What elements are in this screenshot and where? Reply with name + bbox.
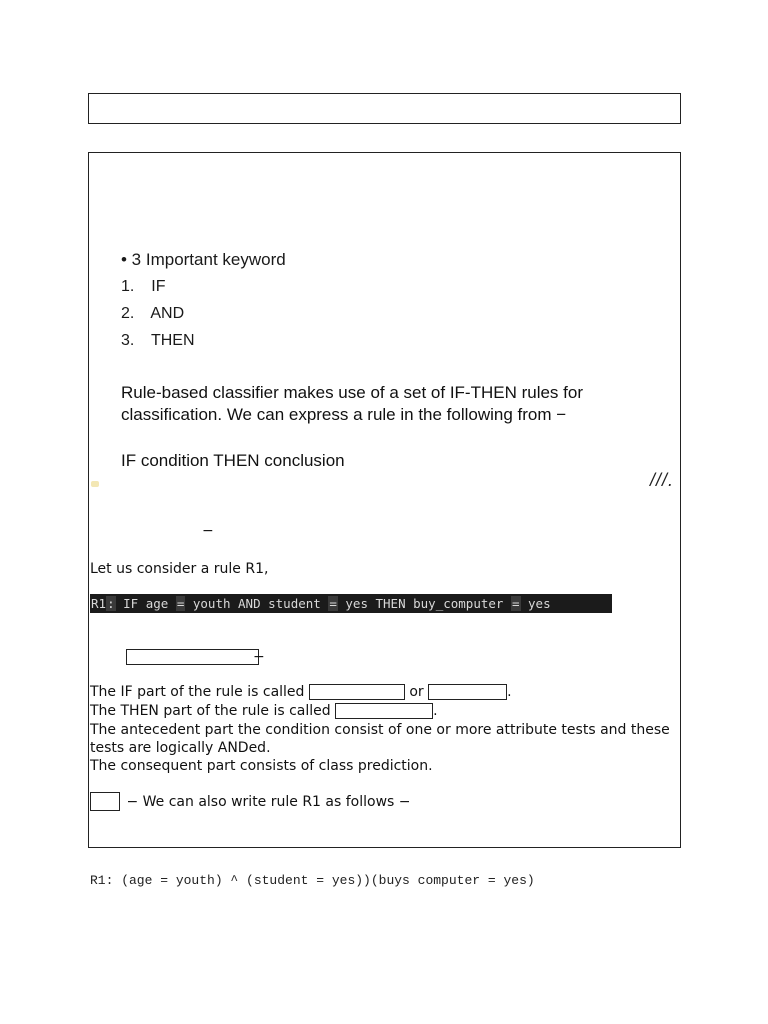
then-part-text: The THEN part of the rule is called: [90, 703, 331, 719]
highlight-mark: [91, 481, 99, 487]
keyword-label: THEN: [150, 332, 195, 349]
blank-box: [90, 792, 120, 811]
also-write-text: − We can also write rule R1 as follows −: [126, 793, 411, 810]
blank-box: [428, 684, 507, 700]
keyword-item-then: [121, 332, 195, 350]
blank-box: [335, 703, 433, 719]
dash-mark: −: [202, 523, 214, 539]
header-box: [88, 93, 681, 124]
code-token: IF age: [115, 596, 176, 611]
consequent-text: The consequent part consists of class prediction.: [90, 758, 433, 774]
period: .: [507, 684, 512, 700]
keyword-number: 2.: [121, 305, 135, 322]
intro-line-1: Rule-based classifier makes use of a set of IF-THEN rules for: [121, 383, 583, 402]
antecedent-line-2: tests are logically ANDed.: [90, 740, 271, 756]
keyword-item-and: [121, 305, 184, 323]
intro-line-2: classification. We can express a rule in the following from −: [121, 405, 567, 424]
points-dash: −: [253, 649, 265, 665]
code-token: :: [107, 596, 115, 611]
code-token: yes THEN buy_computer: [337, 596, 511, 611]
redacted-box: [126, 649, 259, 665]
keyword-label: AND: [150, 305, 185, 322]
also-write-line: [90, 792, 411, 811]
code-token: =: [329, 596, 337, 611]
or-text: or: [409, 684, 424, 700]
if-part-line: [90, 683, 512, 701]
code-token: =: [176, 596, 185, 611]
keyword-number: 3.: [121, 332, 135, 349]
keyword-item-if: [121, 278, 165, 296]
period: .: [433, 703, 438, 719]
code-token: R1: [91, 596, 107, 611]
consider-text: Let us consider a rule R1,: [90, 561, 269, 577]
code-token: youth AND student: [185, 596, 329, 611]
code-token: =: [511, 596, 520, 611]
keyword-number: 1.: [121, 278, 135, 295]
code-token: yes: [520, 596, 551, 611]
keyword-bullet: • 3 Important keyword: [121, 250, 286, 269]
hatch-marks: ///.: [650, 470, 675, 490]
points-heading: [126, 648, 265, 666]
code-rule-r1: [91, 596, 551, 611]
antecedent-line-1: The antecedent part the condition consist of one or more attribute tests and these: [90, 722, 670, 738]
blank-box: [309, 684, 405, 700]
if-part-text: The IF part of the rule is called: [90, 684, 305, 700]
keyword-label: IF: [151, 278, 166, 295]
then-part-line: [90, 702, 438, 720]
rule-form: IF condition THEN conclusion: [121, 451, 345, 470]
rule-formula: R1: (age = youth) ^ (student = yes))(buys computer = yes): [90, 873, 535, 888]
